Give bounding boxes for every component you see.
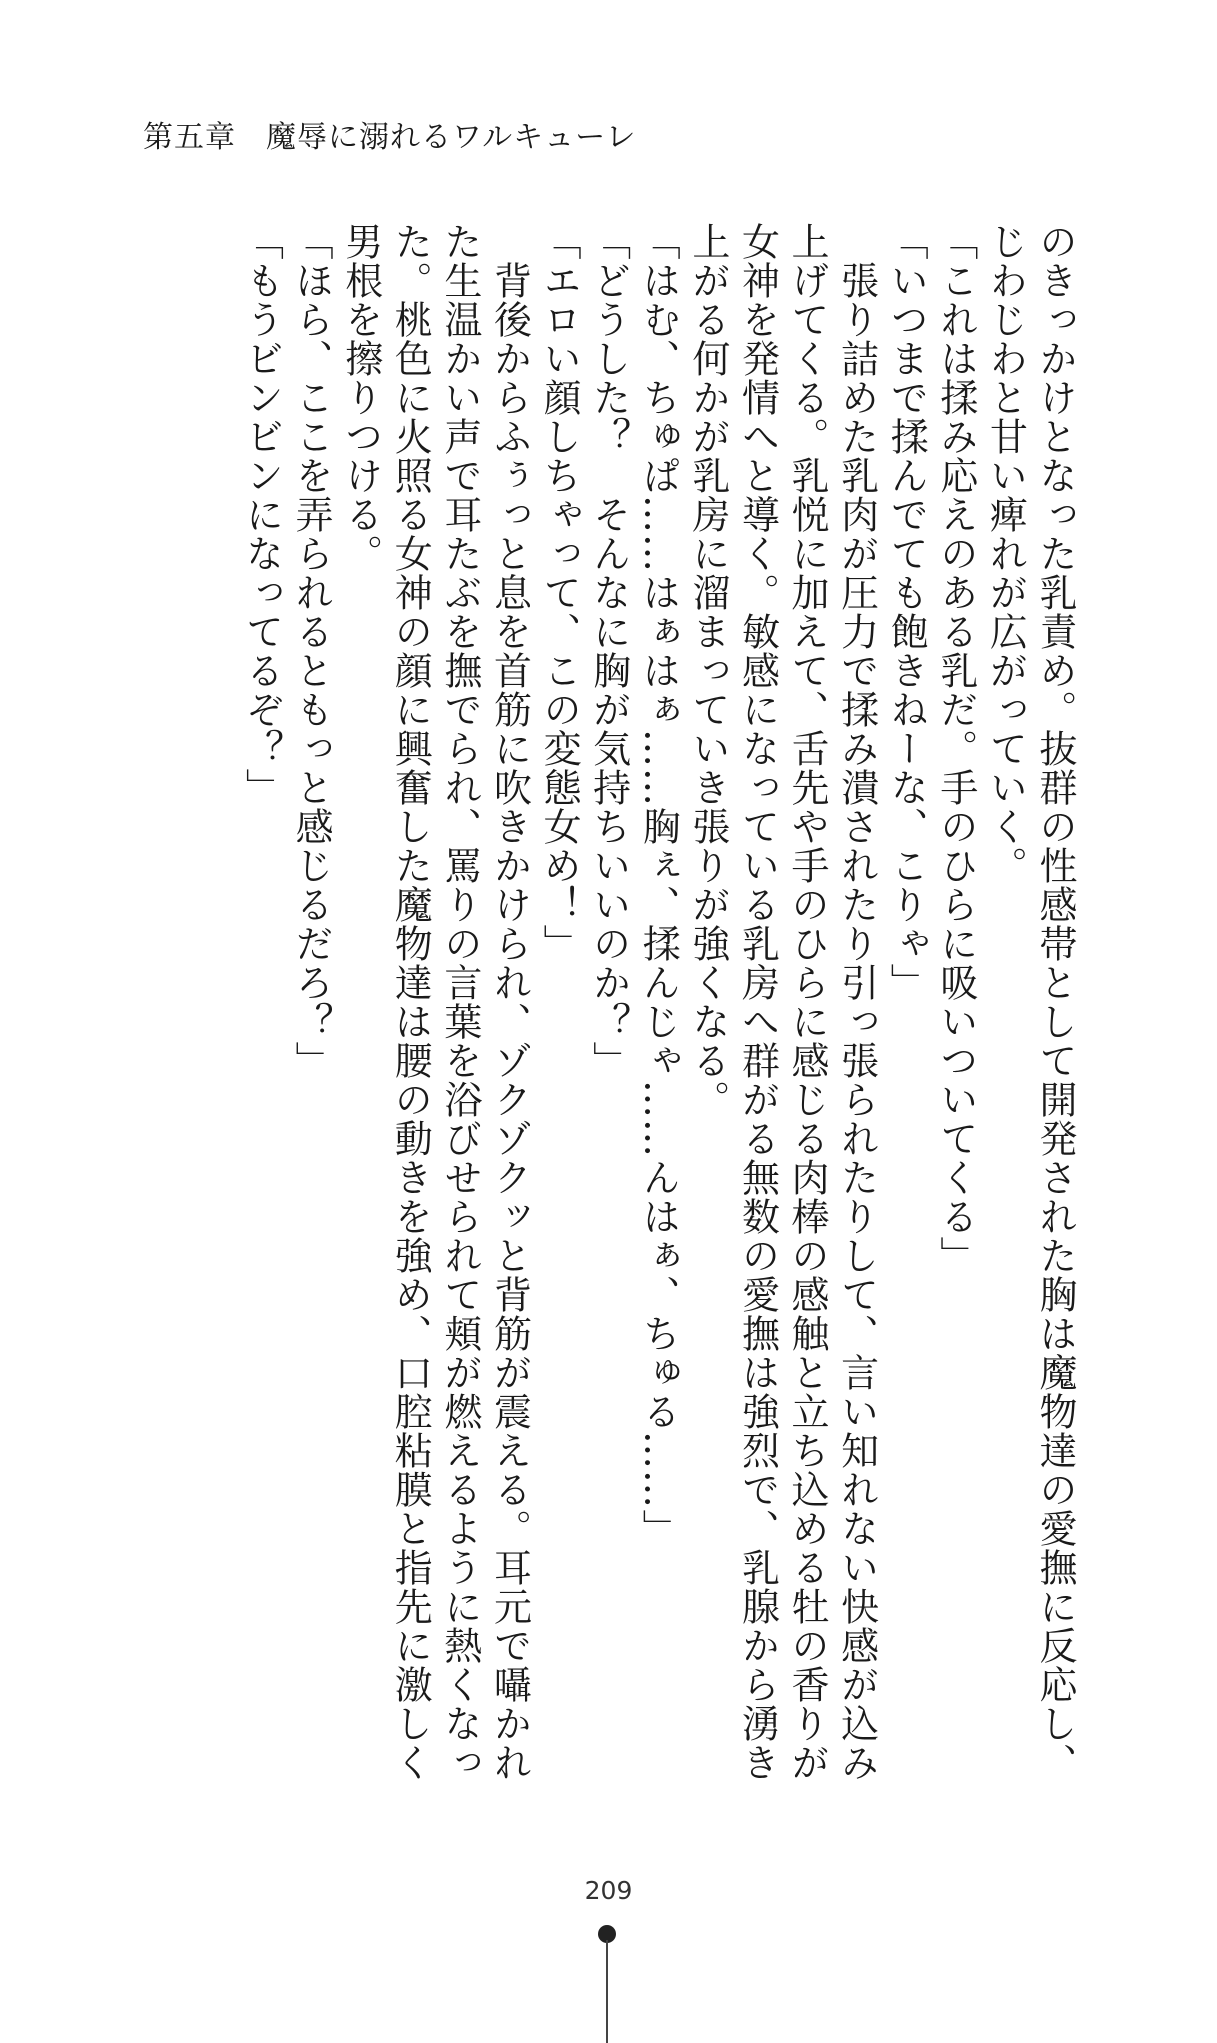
chapter-title: 魔辱に溺れるワルキューレ xyxy=(266,120,637,155)
body-line: 「はむ、ちゅぱ……はぁはぁ……胸ぇ、揉んじゃ……んはぁ、ちゅる……」 xyxy=(636,222,681,1548)
folio-line xyxy=(606,1940,608,2043)
body-line: 「もうビンビンになってるぞ？」 xyxy=(239,222,284,807)
body-line: 上がる何かが乳房に溜まっていき張りが強くなる。 xyxy=(685,222,730,1119)
running-head xyxy=(143,112,637,156)
chapter-label: 第五章 xyxy=(143,120,236,155)
body-line: 張り詰めた乳肉が圧力で揉み潰されたり引っ張られたりして、言い知れない快感が込み xyxy=(834,222,879,1782)
body-line: のきっかけとなった乳責め。抜群の性感帯として開発された胸は魔物達の愛撫に反応し、 xyxy=(1033,222,1077,1782)
body-line: た生温かい声で耳たぶを撫でられ、罵りの言葉を浴びせられて頬が燃えるように熱くなっ xyxy=(437,222,482,1782)
body-line: 「どうした？ そんなに胸が気持ちいいのか？」 xyxy=(586,222,631,1080)
page-number: 209 xyxy=(584,1876,633,1905)
body-line: 男根を擦りつける。 xyxy=(338,222,383,573)
body-line: 女神を発情へと導く。敏感になっている乳房へ群がる無数の愛撫は強烈で、乳腺から湧き xyxy=(735,222,780,1782)
body-line: 「ほら、ここを弄られるともっと感じるだろ？」 xyxy=(289,222,334,1080)
body-line: 背後からふぅっと息を首筋に吹きかけられ、ゾクゾクッと背筋が震える。耳元で囁かれ xyxy=(487,222,532,1782)
body-line: 「これは揉み応えのある乳だ。手のひらに吸いついてくる」 xyxy=(933,222,978,1275)
body-line: 「いつまで揉んでても飽きねーな、こりゃ」 xyxy=(884,222,929,1002)
body-line: じわじわと甘い痺れが広がっていく。 xyxy=(983,222,1028,885)
body-line: 上げてくる。乳悦に加えて、舌先や手のひらに感じる肉棒の感触と立ち込める牡の香りが xyxy=(785,222,830,1782)
body-line: 「エロい顔しちゃって、この変態女め！」 xyxy=(537,222,582,963)
body-line: た。桃色に火照る女神の顔に興奮した魔物達は腰の動きを強め、口腔粘膜と指先に激しく xyxy=(388,222,433,1782)
body-text xyxy=(236,222,1079,1782)
